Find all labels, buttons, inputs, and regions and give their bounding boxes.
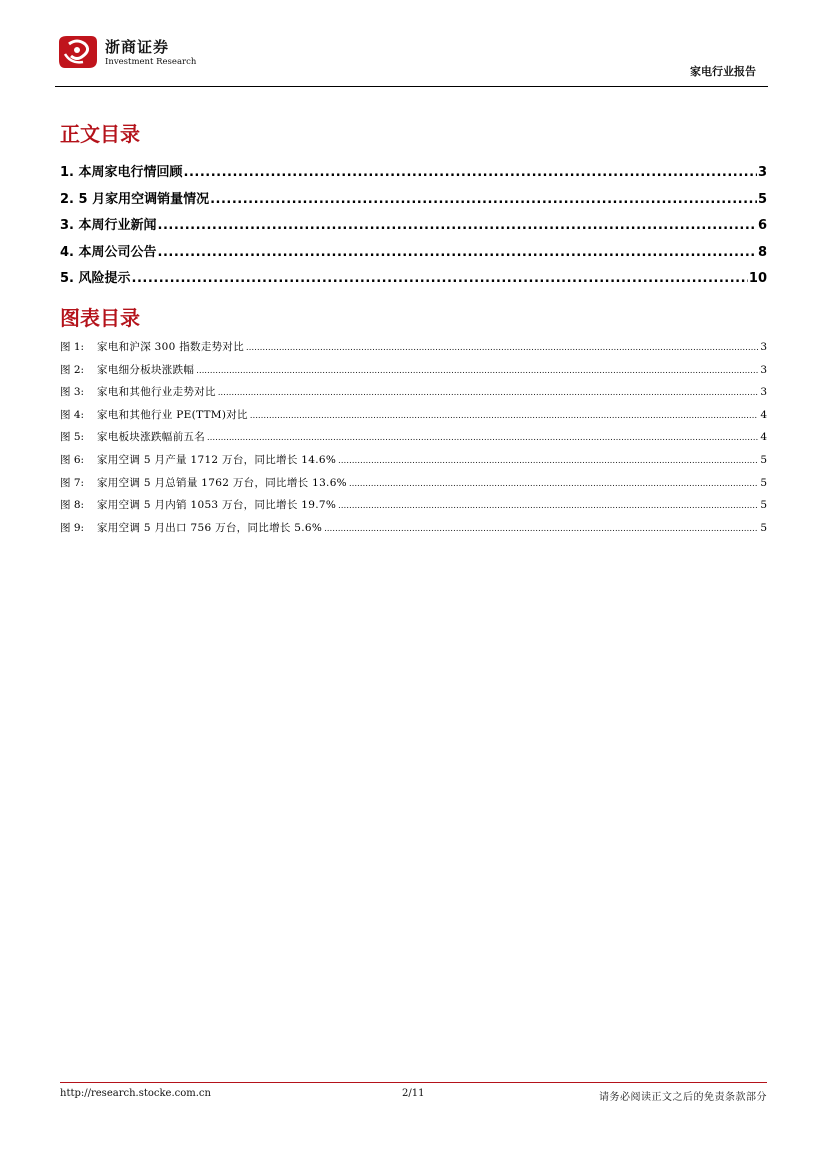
dot-leader bbox=[207, 433, 758, 442]
toc-list bbox=[60, 161, 767, 294]
figure-list-title: 图表目录 bbox=[60, 306, 140, 330]
figure-caption: 家电板块涨跌幅前五名 bbox=[97, 431, 205, 444]
figure-number: 图 7: bbox=[60, 476, 85, 489]
report-type-label: 家电行业报告 bbox=[690, 65, 756, 78]
figure-caption: 家用空调 5 月出口 756 万台，同比增长 5.6% bbox=[97, 521, 323, 534]
logo-emblem-icon bbox=[55, 34, 99, 70]
figure-caption: 家用空调 5 月内销 1053 万台，同比增长 19.7% bbox=[97, 499, 337, 512]
toc-item-label: 2. 5 月家用空调销量情况 bbox=[60, 191, 210, 207]
header-divider bbox=[55, 86, 768, 87]
page-number: 2/11 bbox=[402, 1088, 425, 1099]
figure-page: 5 bbox=[760, 499, 767, 512]
toc-item-page: 3 bbox=[757, 165, 767, 180]
dot-leader bbox=[184, 165, 757, 180]
dot-leader bbox=[250, 411, 758, 420]
figure-page: 5 bbox=[760, 521, 767, 534]
figure-page: 5 bbox=[760, 476, 767, 489]
figure-caption: 家用空调 5 月产量 1712 万台，同比增长 14.6% bbox=[97, 453, 337, 466]
figure-number: 图 6: bbox=[60, 453, 85, 466]
dot-leader bbox=[210, 192, 757, 207]
figure-page: 4 bbox=[760, 408, 767, 421]
dot-leader bbox=[338, 501, 758, 510]
figure-caption: 家电和其他行业 PE(TTM)对比 bbox=[97, 408, 248, 421]
figure-number: 图 5: bbox=[60, 431, 85, 444]
toc-item-label: 4. 本周公司公告 bbox=[60, 244, 157, 260]
figure-list-item[interactable] bbox=[60, 497, 767, 520]
figure-caption: 家电和其他行业走势对比 bbox=[97, 386, 216, 399]
page-header bbox=[55, 30, 768, 88]
figure-list bbox=[60, 339, 767, 542]
figure-number: 图 8: bbox=[60, 499, 85, 512]
figure-list-item[interactable] bbox=[60, 475, 767, 498]
dot-leader bbox=[218, 388, 759, 397]
logo-chinese-name: 浙商证券 bbox=[105, 38, 170, 56]
figure-list-item[interactable] bbox=[60, 339, 767, 362]
toc-title: 正文目录 bbox=[60, 122, 140, 146]
footer-url-link[interactable]: http://research.stocke.com.cn bbox=[60, 1088, 211, 1099]
toc-item[interactable] bbox=[60, 188, 767, 215]
dot-leader bbox=[349, 479, 758, 488]
figure-list-item[interactable] bbox=[60, 407, 767, 430]
toc-item-page: 6 bbox=[757, 218, 767, 233]
dot-leader bbox=[324, 524, 758, 533]
figure-page: 5 bbox=[760, 453, 767, 466]
figure-caption: 家电和沪深 300 指数走势对比 bbox=[97, 341, 245, 353]
dot-leader bbox=[338, 456, 758, 465]
footer-divider bbox=[60, 1082, 767, 1083]
toc-item[interactable] bbox=[60, 161, 767, 188]
toc-item-label: 5. 风险提示 bbox=[60, 271, 131, 286]
figure-list-item[interactable] bbox=[60, 520, 767, 543]
figure-caption: 家用空调 5 月总销量 1762 万台，同比增长 13.6% bbox=[97, 476, 347, 489]
figure-list-item[interactable] bbox=[60, 362, 767, 385]
figure-list-item[interactable] bbox=[60, 429, 767, 452]
company-logo bbox=[55, 30, 197, 74]
toc-item-page: 5 bbox=[757, 191, 767, 207]
toc-item[interactable] bbox=[60, 241, 767, 268]
figure-list-item[interactable] bbox=[60, 384, 767, 407]
disclaimer-note: 请务必阅读正文之后的免责条款部分 bbox=[599, 1092, 767, 1103]
toc-item-label: 3. 本周行业新闻 bbox=[60, 218, 157, 233]
toc-item-label: 1. 本周家电行情回顾 bbox=[60, 165, 183, 180]
figure-number: 图 2: bbox=[60, 363, 85, 376]
figure-page: 3 bbox=[760, 363, 767, 376]
figure-number: 图 3: bbox=[60, 386, 85, 399]
figure-list-item[interactable] bbox=[60, 452, 767, 475]
dot-leader bbox=[246, 343, 758, 352]
dot-leader bbox=[158, 218, 757, 233]
figure-caption: 家电细分板块涨跌幅 bbox=[97, 363, 195, 376]
figure-page: 3 bbox=[760, 341, 767, 353]
figure-number: 图 1: bbox=[60, 341, 85, 353]
figure-page: 3 bbox=[760, 386, 767, 399]
toc-item-page: 8 bbox=[757, 244, 767, 260]
dot-leader bbox=[158, 245, 757, 260]
toc-item[interactable] bbox=[60, 267, 767, 294]
logo-english-name: Investment Research bbox=[105, 57, 197, 67]
toc-item-page: 10 bbox=[748, 271, 767, 286]
toc-item[interactable] bbox=[60, 214, 767, 241]
dot-leader bbox=[196, 366, 758, 375]
figure-number: 图 9: bbox=[60, 521, 85, 534]
figure-number: 图 4: bbox=[60, 408, 85, 421]
dot-leader bbox=[132, 271, 748, 286]
figure-page: 4 bbox=[760, 431, 767, 444]
